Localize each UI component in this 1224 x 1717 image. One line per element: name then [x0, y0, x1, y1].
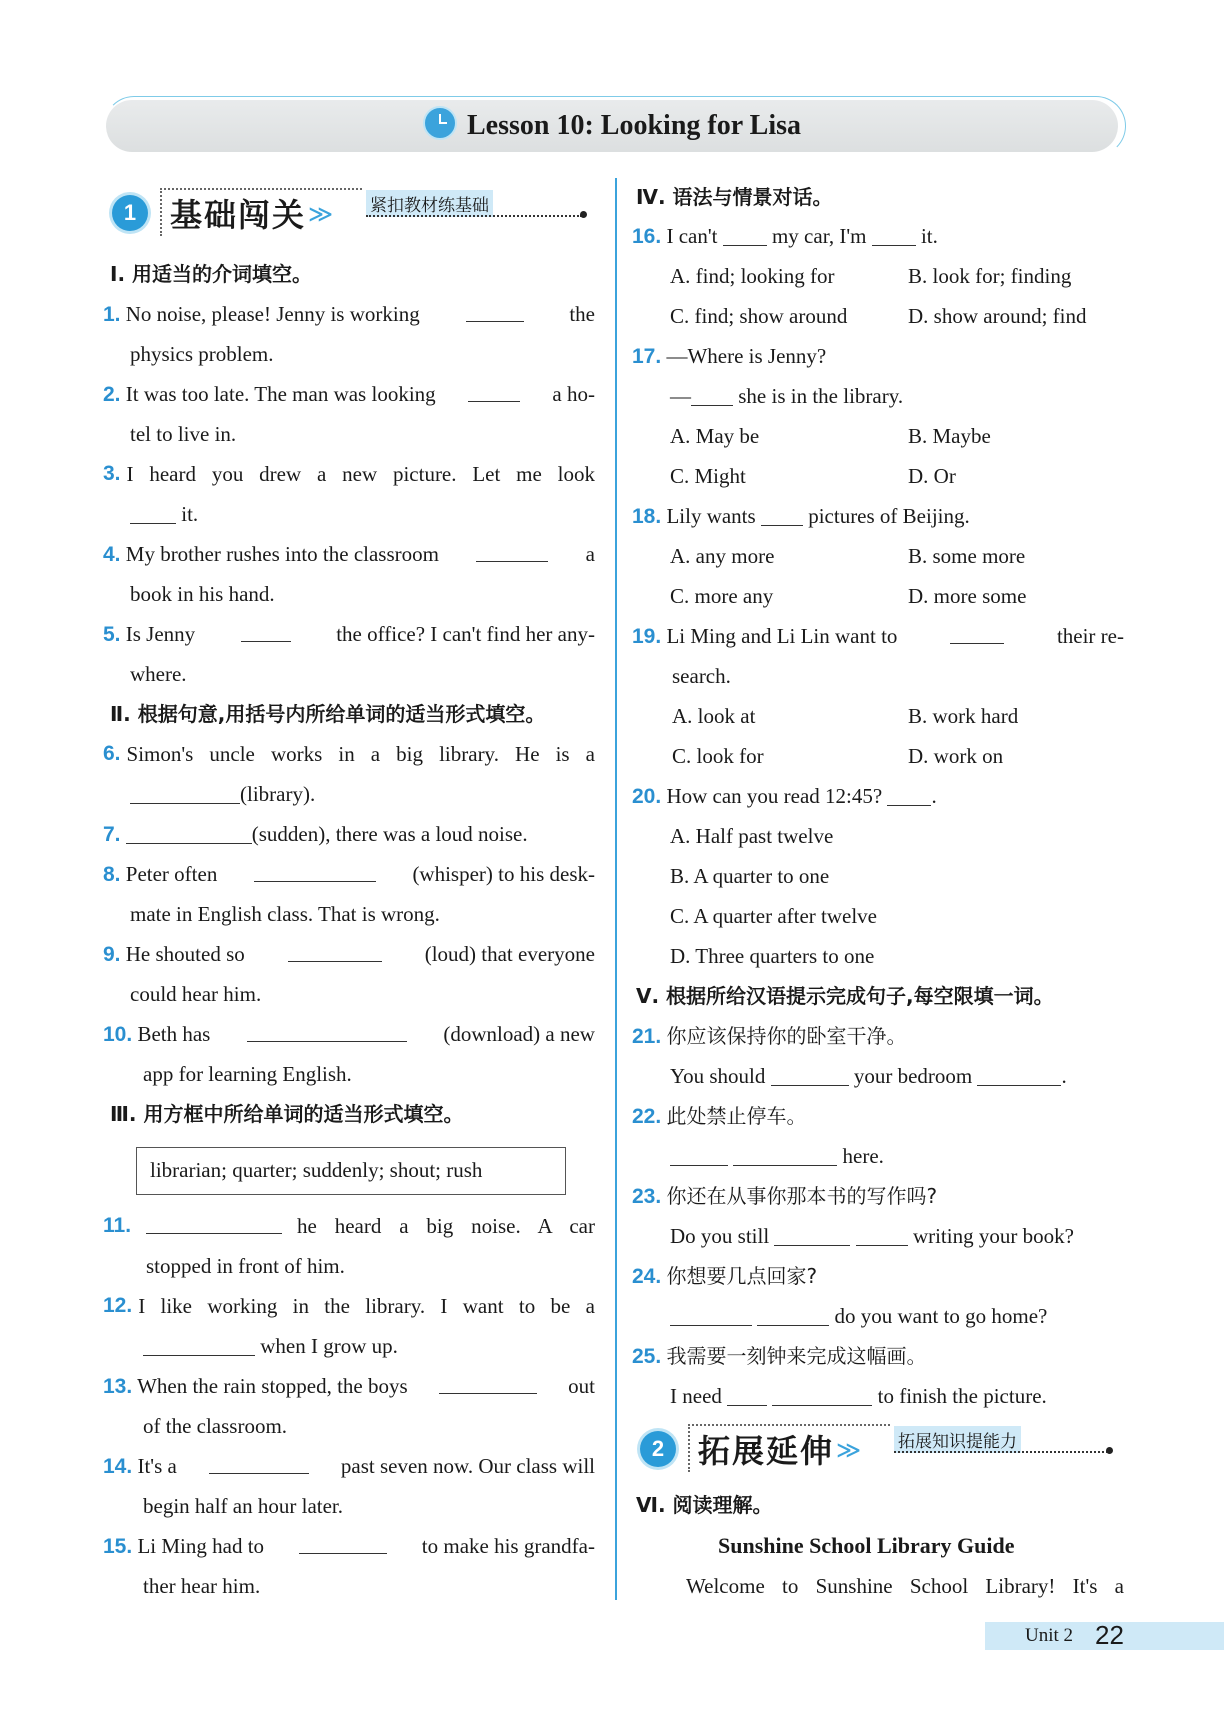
q24-text: do you want to go home?: [834, 1304, 1048, 1328]
q23-line2: [670, 1221, 1074, 1251]
q17-blank[interactable]: [691, 383, 733, 406]
q11-line2: stopped in front of him.: [146, 1254, 345, 1278]
clock-icon: [423, 106, 457, 140]
q6-line2: [130, 779, 315, 809]
section2-dotted-line: [894, 1451, 1108, 1453]
part5-heading: Ⅴ. 根据所给汉语提示完成句子,每空限填一词。: [636, 984, 1054, 1008]
q8-blank[interactable]: [254, 859, 376, 882]
q20-option-b[interactable]: B. A quarter to one: [670, 864, 830, 888]
q7-blank[interactable]: [126, 821, 252, 844]
q18-option-b[interactable]: B. some more: [908, 544, 1026, 568]
word-box-text: librarian; quarter; suddenly; shout; rush: [150, 1158, 483, 1182]
passage-text: [686, 1571, 1124, 1601]
q20-option-d[interactable]: D. Three quarters to one: [670, 944, 875, 968]
q14-line1: [103, 1451, 595, 1482]
q12-blank[interactable]: [143, 1333, 255, 1356]
q19-option-c[interactable]: C. look for: [672, 744, 764, 768]
q21-number: 21.: [632, 1025, 662, 1048]
q10-text-b: (download) a new: [443, 1022, 595, 1046]
q14-text: It's a: [137, 1454, 177, 1478]
passage-title: Sunshine School Library Guide: [718, 1533, 1015, 1558]
q25-text: I need: [670, 1384, 722, 1408]
q3-text-c: it.: [181, 502, 199, 526]
section2-title: 拓展延伸: [698, 1432, 835, 1470]
q7-number: 7.: [103, 823, 121, 846]
q2-line1: [103, 379, 595, 410]
q23-blank1[interactable]: [774, 1223, 850, 1246]
q4-line2: book in his hand.: [130, 582, 275, 606]
q10-text: Beth has: [137, 1022, 211, 1046]
q25-text-b: to finish the picture.: [877, 1384, 1047, 1408]
q9-line2: could hear him.: [130, 982, 262, 1006]
q15-line1: [103, 1531, 595, 1562]
q10-line1: [103, 1019, 595, 1050]
q17-text: —Where is Jenny?: [666, 344, 827, 368]
q12-text-c: when I grow up.: [260, 1334, 398, 1358]
q13-line2: of the classroom.: [143, 1414, 288, 1438]
q7-text: (sudden), there was a loud noise.: [251, 822, 528, 846]
q20-stem: [632, 781, 937, 812]
q8-line2: mate in English class. That is wrong.: [130, 902, 440, 926]
q20-option-a[interactable]: A. Half past twelve: [670, 824, 834, 848]
q2-text-b: a ho-: [552, 382, 595, 406]
q22-chinese: 此处禁止停车。: [666, 1104, 807, 1128]
q22-stem: [632, 1101, 806, 1132]
q16-option-a[interactable]: A. find; looking for: [670, 264, 835, 288]
q18-text: Lily wants: [666, 504, 756, 528]
q1-line2: physics problem.: [130, 342, 274, 366]
q21-stem: [632, 1021, 906, 1052]
q24-chinese: 你想要几点回家?: [666, 1264, 818, 1288]
q10-line2: app for learning English.: [143, 1062, 352, 1086]
q15-line2: ther hear him.: [143, 1574, 261, 1598]
q22-blank2[interactable]: [733, 1143, 837, 1166]
q5-text: Is Jenny: [125, 622, 196, 646]
part3-heading: Ⅲ. 用方框中所给单词的适当形式填空。: [110, 1102, 464, 1126]
q17-option-d[interactable]: D. Or: [908, 464, 956, 488]
q9-blank[interactable]: [288, 939, 382, 962]
q9-number: 9.: [103, 943, 121, 966]
q16-text-c: it.: [920, 224, 938, 248]
q20-option-c[interactable]: C. A quarter after twelve: [670, 904, 878, 928]
page-number: 22: [1095, 1620, 1124, 1650]
q15-text-b: to make his grandfa-: [421, 1534, 595, 1558]
footer-unit: Unit 2: [1025, 1625, 1074, 1646]
section2-arrows: ≫: [836, 1436, 862, 1464]
passage-line1: Welcome to Sunshine School Library! It's a: [686, 1574, 1124, 1598]
q22-line2: [670, 1141, 884, 1171]
part1-heading: Ⅰ. 用适当的介词填空。: [110, 262, 313, 286]
q10-number: 10.: [103, 1023, 133, 1046]
q10-blank[interactable]: [247, 1019, 407, 1042]
q6-number: 6.: [103, 742, 121, 765]
q4-blank[interactable]: [476, 539, 548, 562]
q18-option-a[interactable]: A. any more: [670, 544, 775, 568]
q25-stem: [632, 1341, 926, 1372]
section1-tag: 紧扣教材练基础: [366, 190, 493, 217]
q14-line2: begin half an hour later.: [143, 1494, 344, 1518]
q1-text: No noise, please! Jenny is working: [125, 302, 420, 326]
q25-line2: [670, 1381, 1047, 1411]
q1-number: 1.: [103, 303, 121, 326]
q17-line2: [670, 381, 903, 411]
q21-blank2[interactable]: [977, 1063, 1061, 1086]
q17-text-c: she is in the library.: [738, 384, 904, 408]
q18-stem: [632, 501, 970, 532]
q17-option-a[interactable]: A. May be: [670, 424, 760, 448]
q19-number: 19.: [632, 625, 662, 648]
q19-text-b: their re-: [1056, 624, 1124, 648]
column-divider: [615, 178, 617, 1600]
q19-option-b[interactable]: B. work hard: [908, 704, 1019, 728]
q14-number: 14.: [103, 1455, 133, 1478]
q17-option-c[interactable]: C. Might: [670, 464, 746, 488]
q4-text: My brother rushes into the classroom: [125, 542, 439, 566]
q3-line1: [103, 459, 595, 489]
q16-text-b: my car, I'm: [771, 224, 867, 248]
q8-text-b: (whisper) to his desk-: [412, 862, 595, 886]
q7-line1: [103, 819, 528, 850]
q24-blank1[interactable]: [670, 1303, 752, 1326]
q13-text: When the rain stopped, the boys: [137, 1374, 408, 1398]
q16-number: 16.: [632, 225, 662, 248]
q15-text: Li Ming had to: [137, 1534, 265, 1558]
section1-dotted-line: [366, 215, 582, 217]
q25-chinese: 我需要一刻钟来完成这幅画。: [666, 1344, 927, 1368]
q23-text: Do you still: [670, 1224, 770, 1248]
q12-number: 12.: [103, 1294, 133, 1317]
q16-option-d[interactable]: D. show around; find: [908, 304, 1087, 328]
q20-number: 20.: [632, 785, 662, 808]
q2-number: 2.: [103, 383, 121, 406]
q16-text: I can't: [666, 224, 718, 248]
q3-line2: [130, 499, 198, 529]
q16-blank2[interactable]: [872, 223, 916, 246]
q22-text: here.: [842, 1144, 884, 1168]
part4-heading: Ⅳ. 语法与情景对话。: [636, 185, 833, 209]
section2-dot: [1106, 1447, 1113, 1454]
q19-option-a[interactable]: A. look at: [672, 704, 756, 728]
q20-blank[interactable]: [887, 783, 931, 806]
q6-text-c: (library).: [240, 782, 316, 806]
q16-option-c[interactable]: C. find; show around: [670, 304, 848, 328]
q3-text: I heard you drew a new picture. Let me look: [126, 462, 595, 486]
part2-heading: Ⅱ. 根据句意,用括号内所给单词的适当形式填空。: [110, 702, 546, 726]
q17-option-b[interactable]: B. Maybe: [908, 424, 991, 448]
q23-number: 23.: [632, 1185, 662, 1208]
q17-number: 17.: [632, 345, 662, 368]
q19-option-d[interactable]: D. work on: [908, 744, 1004, 768]
q11-number: 11.: [103, 1214, 132, 1237]
q3-blank[interactable]: [130, 501, 176, 524]
q18-text-b: pictures of Beijing.: [808, 504, 970, 528]
q5-text-b: the office? I can't find her any-: [336, 622, 595, 646]
q21-line2: [670, 1061, 1067, 1091]
q16-option-b[interactable]: B. look for; finding: [908, 264, 1072, 288]
section2-tag: 拓展知识提能力: [894, 1426, 1021, 1453]
q13-number: 13.: [103, 1375, 133, 1398]
q13-line1: [103, 1371, 595, 1402]
q11-line1: [103, 1211, 595, 1241]
q18-blank[interactable]: [761, 503, 803, 526]
q17-dash: —: [670, 384, 691, 408]
section1-title: 基础闯关: [170, 196, 307, 234]
q3-number: 3.: [103, 462, 121, 485]
q15-blank[interactable]: [299, 1531, 387, 1554]
q6-line1: [103, 739, 595, 769]
q8-text: Peter often: [125, 862, 218, 886]
section1-badge: 1: [112, 195, 148, 231]
q23-text-b: writing your book?: [912, 1224, 1074, 1248]
q17-stem: [632, 341, 826, 372]
q22-number: 22.: [632, 1105, 662, 1128]
q9-line1: [103, 939, 595, 970]
part6-heading: Ⅵ. 阅读理解。: [636, 1493, 773, 1517]
q19-text: Li Ming and Li Lin want to: [666, 624, 898, 648]
q2-text: It was too late. The man was looking: [125, 382, 436, 406]
q13-blank[interactable]: [439, 1371, 537, 1394]
q5-line1: [103, 619, 595, 650]
section1-arrows: ≫: [308, 200, 334, 228]
q18-option-d[interactable]: D. more some: [908, 584, 1027, 608]
q25-blank2[interactable]: [772, 1383, 872, 1406]
q23-chinese: 你还在从事你那本书的写作吗?: [666, 1184, 938, 1208]
q1-line1: [103, 299, 595, 330]
lesson-title-text: Lesson 10: Looking for Lisa: [467, 110, 801, 141]
q25-number: 25.: [632, 1345, 662, 1368]
q6-blank[interactable]: [130, 781, 240, 804]
q21-chinese: 你应该保持你的卧室干净。: [666, 1024, 907, 1048]
q4-number: 4.: [103, 543, 121, 566]
section1-dot: [580, 211, 587, 218]
q9-text: He shouted so: [125, 942, 245, 966]
q24-line2: [670, 1301, 1047, 1331]
q23-stem: [632, 1181, 937, 1212]
q19-stem: [632, 621, 1124, 652]
q4-line1: [103, 539, 595, 570]
q22-blank1[interactable]: [670, 1143, 728, 1166]
q6-text: Simon's uncle works in a big library. He is a: [126, 742, 595, 766]
q14-blank[interactable]: [209, 1451, 309, 1474]
q2-line2: tel to live in.: [130, 422, 237, 446]
q12-line1: [103, 1291, 595, 1321]
q23-blank2[interactable]: [856, 1223, 908, 1246]
q24-number: 24.: [632, 1265, 662, 1288]
lesson-title: [0, 106, 1224, 142]
q8-number: 8.: [103, 863, 121, 886]
q4-text-b: a: [585, 542, 595, 566]
q21-text-b: your bedroom: [853, 1064, 973, 1088]
q19-blank[interactable]: [950, 621, 1004, 644]
section2-badge: 2: [640, 1431, 676, 1467]
q2-blank[interactable]: [468, 379, 520, 402]
q9-text-b: (loud) that everyone: [424, 942, 595, 966]
q5-number: 5.: [103, 623, 121, 646]
q5-line2: where.: [130, 662, 187, 686]
q21-text: You should: [670, 1064, 766, 1088]
q21-text-c: .: [1061, 1064, 1067, 1088]
q14-text-b: past seven now. Our class will: [340, 1454, 595, 1478]
q20-text: How can you read 12:45?: [666, 784, 883, 808]
q12-text: I like working in the library. I want to be a: [138, 1294, 595, 1318]
q13-text-b: out: [568, 1374, 595, 1398]
q21-blank1[interactable]: [771, 1063, 849, 1086]
q8-line1: [103, 859, 595, 890]
q16-stem: [632, 221, 938, 252]
q11-text: he heard a big noise. A car: [296, 1214, 595, 1238]
q11-blank[interactable]: [146, 1211, 282, 1234]
q18-option-c[interactable]: C. more any: [670, 584, 774, 608]
q24-stem: [632, 1261, 817, 1292]
q12-line2: [143, 1331, 398, 1361]
q19-line2: search.: [672, 664, 731, 688]
q5-blank[interactable]: [241, 619, 291, 642]
q20-text-b: .: [931, 784, 937, 808]
q1-text-b: the: [569, 302, 595, 326]
q18-number: 18.: [632, 505, 662, 528]
q16-blank1[interactable]: [723, 223, 767, 246]
q1-blank[interactable]: [466, 299, 524, 322]
q15-number: 15.: [103, 1535, 133, 1558]
q24-blank2[interactable]: [757, 1303, 829, 1326]
q25-blank1[interactable]: [727, 1383, 767, 1406]
